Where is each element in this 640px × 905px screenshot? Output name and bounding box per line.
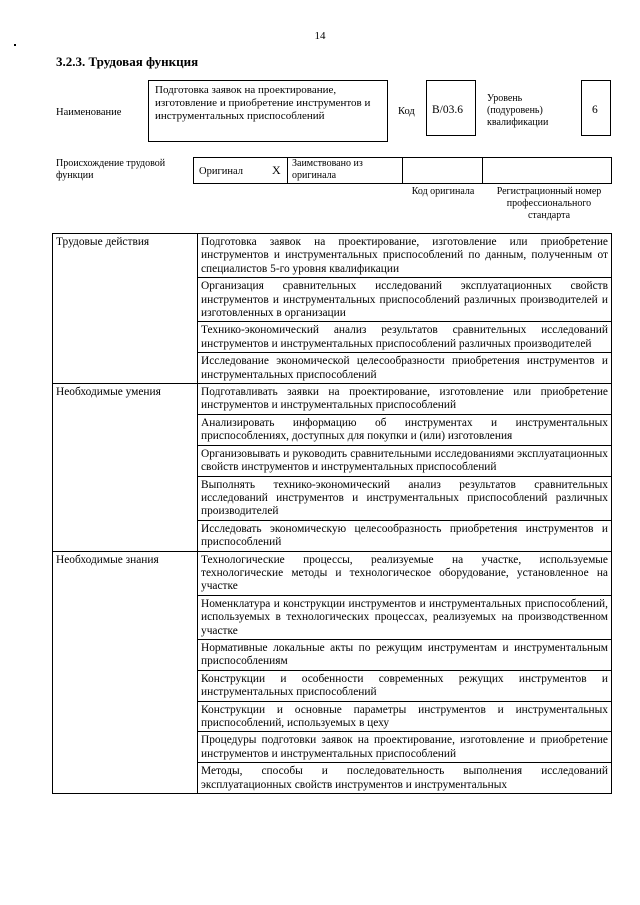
list-item: Организация сравнительных исследований эксплуатационных свойств инструментов и инструментальных приспособлений различных производителей и изготовленных в организации [198,278,612,322]
list-item: Процедуры подготовки заявок на проектирование, изготовление и приобретение инструментов и инструментальных приспособлений [198,732,612,763]
code-label: Код [398,106,415,117]
origin-divider-left [193,157,194,184]
code-value: В/03.6 [432,104,463,116]
list-item: Подготавливать заявки на проектирование, изготовление или приобретение инструментов и инструментальных приспособлений [198,384,612,415]
name-label: Наименование [56,107,122,118]
function-name-box [148,80,388,142]
origin-label: Происхождение трудовой функции [56,158,166,181]
origin-divider-3 [482,157,483,184]
scan-artifact-dot [14,44,16,46]
reg-number-caption: Регистрационный номер профессионального стандарта [496,186,602,221]
page-number: 14 [314,30,326,42]
level-label: Уровень (подуровень) квалификации [487,93,549,128]
code-original-caption: Код оригинала [411,186,475,197]
level-box [581,80,611,136]
original-mark: X [272,163,281,177]
table-row [53,551,612,595]
table-row [53,234,612,278]
list-item: Конструкции и особенности современных режущих инструментов и инструментальных приспособлений [198,670,612,701]
list-item: Методы, способы и последовательность выполнения исследований эксплуатационных свойств инструментов и инструментальных [198,763,612,794]
code-box [426,80,476,136]
origin-divider-right [611,157,612,184]
list-item: Технологические процессы, реализуемые на участке, используемые технологические методы и технологическое оборудование, установленное на участке [198,551,612,595]
category-labor-actions: Трудовые действия [53,234,198,384]
level-value: 6 [592,104,598,116]
category-required-knowledge: Необходимые знания [53,551,198,794]
function-name-value: Подготовка заявок на проектирование, изготовление и приобретение инструментов и инструментальных приспособлений [155,84,371,122]
list-item: Анализировать информацию об инструментах и инструментальных приспособлениях, доступных для покупки и (или) изготовления [198,414,612,445]
list-item: Выполнять технико-экономический анализ результатов сравнительных исследований инструментов и инструментальных приспособлений различных производителей [198,476,612,520]
list-item: Организовывать и руководить сравнительными исследованиями эксплуатационных свойств инструментов и инструментальных приспособлений [198,445,612,476]
table-row [53,384,612,415]
list-item: Подготовка заявок на проектирование, изготовление или приобретение инструментов и инструментальных приспособлений по данным, полученным от специалистов 5-го уровня квалификации [198,234,612,278]
borrowed-label: Заимствовано из оригинала [292,158,363,181]
function-details-table [52,233,612,794]
origin-divider-2 [402,157,403,184]
origin-divider-1 [287,157,288,184]
list-item: Конструкции и основные параметры инструментов и инструментальных приспособлений, используемых в цеху [198,701,612,732]
section-title: 3.2.3. Трудовая функция [56,54,199,69]
list-item: Технико-экономический анализ результатов сравнительных исследований инструментов и инструментальных приспособлений различных производителей [198,322,612,353]
category-required-skills: Необходимые умения [53,384,198,551]
original-label: Оригинал [199,166,243,177]
list-item: Исследование экономической целесообразности приобретения инструментов и инструментальных приспособлений [198,353,612,384]
list-item: Исследовать экономическую целесообразность приобретения инструментов и приспособлений [198,520,612,551]
list-item: Нормативные локальные акты по режущим инструментам и инструментальным приспособлениям [198,639,612,670]
list-item: Номенклатура и конструкции инструментов и инструментальных приспособлений, используемых в технологических процессах, реализуемых на производственном участке [198,595,612,639]
